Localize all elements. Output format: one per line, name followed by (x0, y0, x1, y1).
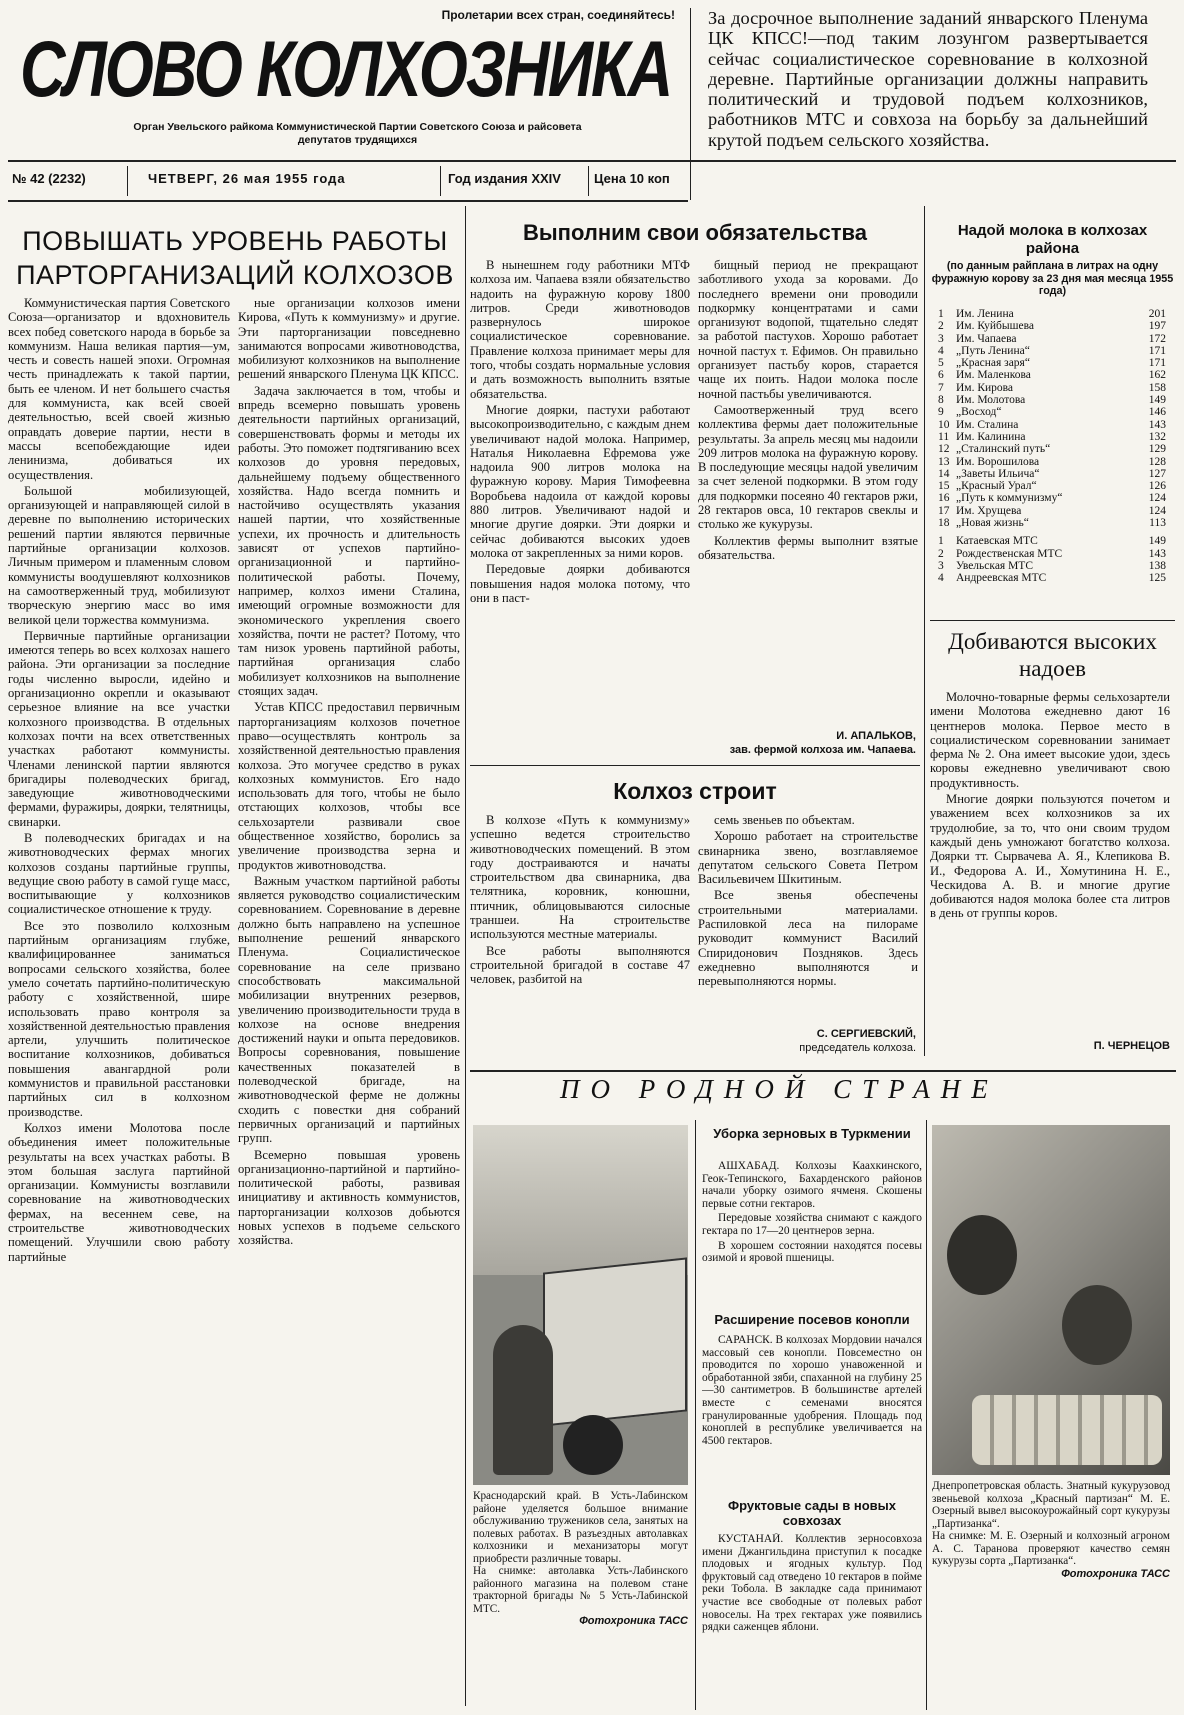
milk-table-row: 4 „Путь Ленина“ 171 (938, 344, 1166, 357)
milk-table-row: 1 Катаевская МТС 149 (938, 535, 1166, 548)
milk-subtitle: (по данным райплана в литрах на одну фуражную корову за 23 дня мая месяца 1955 года) (931, 260, 1174, 297)
builds-author-role: председатель колхоза. (799, 1042, 916, 1054)
editorial-column-2: ные организации колхозов имени Кирова, «Путь к коммунизму» и другие. Эти парторганизации повседневно занимаются вопросами животноводства, мобилизуют колхозников на выполнение решений январского Пленума ЦК КПСС. Задача заключается в том, чтобы и впредь всемерно повышать уровень деятельности партийных организаций, совершенствовать формы и методы их работы. Это поможет подтягиванию всех колхозов до уровня передовых, дальнейшему подъему общественного хозяйства. Надо всегда помнить и настойчиво осуществлять указания нашей партии, что хозяйственные успехи, их прочность и длительность зависят от успехов партийно-организационной и партийно-политической работы. Почему, например, колхоз имени Сталина, имеющий огромные возможности для экономического укрепления своего хозяйства, почти не растет? Потому, что там низок уровень партийной работы, партийная организация слабо мобилизует колхозников на выполнение стоящих задач. Устав КПСС предоставил первичным парторганизациям колхозов почетное право—осуществлять контроль за хозяйственной деятельностью правления колхоза. Это могучее средство в руках колхозных коммунистов. Его надо использовать для того, чтобы не было отстающих колхозов, чтобы все сельхозартели развивали свое общественное хозяйство, боролись за увеличение производства зерна и продуктов животноводства. Важным участком партийной работы является руководство социалистическим соревнованием. Соревнование в деревне должно быть направлено на успешное выполнение решений январского Пленума. Социалистическое соревнование на селе призвано способствовать максимальной мобилизации внутренних резервов, увеличению производительности труда в колхозе на основе внедрения достижений науки и опыта передовиков. Вопросы соревнования, повышение качественных показателей в полеводческой бригаде, на животноводческой ферме не должны сходить с повестки дня собраний первичных организаций и партийных групп. Всемерно повышая уровень организационно-партийной и партийно-политической работы, развивая инициативу и активность коммунистов, парторганизации колхозов добьются новых успехов в подъеме сельского хозяйства. (238, 296, 460, 1248)
obligations-column-1: В нынешнем году работники МТФ колхоза им. Чапаева взяли обязательство надоить на фуражную корову 1800 литров. Среди животноводов развернулось широкое социалистическое соревнование. Правление колхоза принимает меры для того, чтобы создать нормальные условия и дать возможность выполнить взятые обязательства. Многие доярки, пастухи работают высокопроизводительно, с каждым днем увеличивают надой молока. Например, Наталья Николаевна Ефремова уже надоила 900 литров молока на фуражную корову. Мария Тимофеевна Воробьева надоила от каждой коровы 880 литров. Увеличивают надой и многие другие доярки. Эти доярки и сейчас добиваются высоких удоев молока от закрепленных за ними коров. Передовые доярки добиваются повышения надоя молока потому, что они в паст- (470, 258, 690, 605)
milk-table-row: 12 „Сталинский путь“ 129 (938, 443, 1166, 456)
milk-table-row: 17 Им. Хрущева 124 (938, 504, 1166, 517)
news1-text: АШХАБАД. Колхозы Каахкинского, Геок-Тепинского, Бахарденского районов начали уборку озимого ячменя. Скошены первые сотни гектаров. Передовые хозяйства снимают с каждого гектара по 17—20 центнеров зерна. В хорошем состоянии находятся посевы озимой и яровой пшеницы. (702, 1160, 922, 1265)
lead-slogan: За досрочное выполнение заданий январского Пленума ЦК КПСС!—под таким лозунгом развертывается сейчас социалистическое соревнование в колхозной деревне. Партийные организации должны направить политический и трудовой подъем колхозников, работников МТС и совхоза на борьбу за дальнейший крутой подъем сельского хозяйства. (708, 8, 1148, 150)
builds-column-1: В колхозе «Путь к коммунизму» успешно ведется строительство животноводческих помещений. В этом году достраиваются и начаты строительством два свинарника, два телятника, коровник, конюшни, птичник, облицовываются силосные траншеи. На строительстве используются местные материалы. Все работы выполняются строительной бригадой в составе 47 человек, разбитой на (470, 813, 690, 987)
editorial-title: ПОВЫШАТЬ УРОВЕНЬ РАБОТЫ ПАРТОРГАНИЗАЦИЙ КОЛХОЗОВ (16, 226, 454, 290)
news2-title: Расширение посевов конопли (714, 1312, 910, 1327)
slogan: Пролетарии всех стран, соединяйтесь! (441, 8, 675, 22)
builds-title: Колхоз строит (613, 778, 777, 804)
milk-table-row: 11 Им. Калинина 132 (938, 430, 1166, 443)
milk-table-row: 14 „Заветы Ильича“ 127 (938, 467, 1166, 480)
country-banner: ПО РОДНОЙ СТРАНЕ (560, 1074, 999, 1104)
milk-table-row: 8 Им. Молотова 149 (938, 394, 1166, 407)
milk-table-row: 6 Им. Маленкова 162 (938, 369, 1166, 382)
news1-title: Уборка зерновых в Туркмении (713, 1126, 911, 1141)
obligations-author: И. АПАЛЬКОВ, (836, 730, 916, 742)
truck-photo (473, 1125, 688, 1485)
news2-text: САРАНСК. В колхозах Мордовии начался массовый сев конопли. Повсеместно он проводится по хорошо унавоженной и обработанной зяби, спаханной на глубину 25—30 сантиметров. В большинстве артелей вместе с семенами вносятся гранулированные удобрения. Площадь под коноплей в республике увеличивается на 4500 гектаров. (702, 1334, 922, 1447)
high-yields-author: П. ЧЕРНЕЦОВ (1093, 1040, 1170, 1052)
milk-table-row: 7 Им. Кирова 158 (938, 381, 1166, 394)
organ-line: Орган Увельского райкома Коммунистической Партии Советского Союза и райсовета депутатов трудящихся (133, 121, 582, 146)
obligations-column-2: бищный период не прекращают заботливого ухода за коровами. До последнего времени они проводили подкормку концентратами и сами организуют водопой, тщательно следят за работой пастухов. Хорошо работает ночной пастух т. Ефимов. Он правильно организует пастьбу коров, старается чаще их поить. Надои молока после ночной пастьбы увеличиваются. Самоотверженный труд всего коллектива фермы дает положительные результаты. За апрель месяц мы надоили 209 литров молока на фуражную корову. В последующие месяцы надой увеличим за счет зеленой подкормки. В этом году для подкормки посеяно 40 гектаров ржи, 28 гектаров овса, 10 гектаров свеклы и столько же кукурузы. Коллектив фермы выполнит взятые обязательства. (698, 258, 918, 562)
issue-date: ЧЕТВЕРГ, 26 мая 1955 года (148, 171, 346, 186)
news3-text: КУСТАНАЙ. Коллектив зерносовхоза имени Джангильдина приступил к посадке плодовых и ягодных культур. Под фруктовый сад отведено 10 гектаров в пойме реки Тобола. В закладке сада принимают участие все свободные от полевых работ новоселы. На трех гектарах уже появились рядки саженцев яблони. (702, 1533, 922, 1634)
milk-table-row: 4 Андреевская МТС 125 (938, 572, 1166, 585)
milk-table-row: 18 „Новая жизнь“ 113 (938, 517, 1166, 530)
milk-table-row: 10 Им. Сталина 143 (938, 418, 1166, 431)
newspaper-title: СЛОВО КОЛХОЗНИКА (20, 25, 672, 114)
milk-table-row: 9 „Восход“ 146 (938, 406, 1166, 419)
builds-column-2: семь звеньев по объектам. Хорошо работает на строительстве свинарника звено, возглавляемое депутатом сельского Совета Петром Васильевичем Шкитиным. Все звенья обеспечены строительными материалами. Распиловкой леса на пилораме руководит коммунист Василий Спиридонович Поздняков. Здесь ежедневно выполняются и перевыполняются нормы. (698, 813, 918, 989)
milk-table (938, 308, 1166, 585)
milk-table-row: 2 Им. Куйбышева 197 (938, 320, 1166, 333)
milk-table-row: 5 „Красная заря“ 171 (938, 357, 1166, 370)
high-yields-text: Молочно-товарные фермы сельхозартели имени Молотова ежедневно дают 16 центнеров молока. Первое место в социалистическом соревновании занимает ферма № 2. Она имеет высокие удои, здесь коровы ежедневно увеличивают свою продуктивность. Многие доярки пользуются почетом и уважением всех колхозников за их трудолюбие, за то, что они своим трудом каждый день умножают богатство колхоза. Доярки тт. Сырвачева А. Я., Клепикова В. И., Федорова А. И., Хомутинина Н. Е., Ческидова А. В. и многие другие добиваются надоя молока более ста литров в день от группы коров. (930, 690, 1170, 921)
obligations-author-role: зав. фермой колхоза им. Чапаева. (729, 744, 916, 756)
editorial-column-1: Коммунистическая партия Советского Союза—организатор и вдохновитель всех побед советского народа в борьбе за коммунизм. Наша великая партия—ум, честь и совесть нашей эпохи. Огромная честь принадлежать к такой партии, быть ее членом. И нет большего счастья для коммуниста, как всей своей деятельностью, всей своей жизнью оправдать доверие партии, нести в массы всепобеждающие идеи ленинизма, добиваться их осуществления. Большой мобилизующей, организующей и направляющей силой в деревне по выполнению исторических решений партии являются первичные партийные организации колхозов. Личным примером и пламенным словом коммунисты воодушевляют колхозников на самоотверженный труд, мобилизуют творческую энергию масс во имя великой цели торжества коммунизма. Первичные партийные организации имеются теперь во всех колхозах нашего района. Эти организации за последние годы численно выросли, идейно и организационно окрепли и оказывают серьезное влияние на все участки колхозного производства. В отдельных колхозах почти на всех ответственных участках работают коммунисты. Членами ленинской партии являются бригадиры полеводческих бригад, заведующие животноводческими фермами, фуражиры, доярки, телятницы, свинарки. В полеводческих бригадах и на животноводческих фермах многих колхозов созданы партийные группы, ведущие свою работу в самой гуще масс, воспитывающие у колхозников социалистическое отношение к труду. Все это позволило колхозным партийным организациям глубже, квалифицированнее заниматься вопросами сельского хозяйства, более умело сочетать партийно-политическую работу с хозяйственной, шире использовать право контроля за хозяйственной деятельностью правления артели, улучшить политическое воспитание колхозников, добиваться повышения авангардной роли коммунистов и правильной расстановки партийных сил в колхозном производстве. Колхоз имени Молотова после объединения имеет положительные результаты на всех участках работы. В этом большая заслуга партийной организации. Коммунисты возглавили соревнование на животноводческих фермах, на весеннем севе, на строительстве животноводческих помещений. Улучшили свою работу партийные (8, 296, 230, 1264)
milk-table-row: 3 Им. Чапаева 172 (938, 332, 1166, 345)
milk-table-row: 1 Им. Ленина 201 (938, 308, 1166, 320)
milk-table-row: 15 „Красный Урал“ 126 (938, 480, 1166, 493)
milk-table-row: 13 Им. Ворошилова 128 (938, 455, 1166, 468)
news3-title: Фруктовые сады в новых совхозах (728, 1498, 896, 1528)
photo2-caption: Днепропетровская область. Знатный кукурузовод звеньевой колхоза „Красный партизан“ М. Е. Озерный вывел высокоурожайный сорт кукурузы „Партизанка“. На снимке: М. Е. Озерный и колхозный агроном А. С. Таранова проверяют качество семян кукурузы сорта „Партизанка“. Фотохроника ТАСС (932, 1480, 1170, 1580)
milk-table-row: 16 „Путь к коммунизму“ 124 (938, 492, 1166, 505)
photo1-caption: Краснодарский край. В Усть-Лабинском районе уделяется большое внимание обслуживанию тружеников села, занятых на полевых работах. В разъездных автолавках колхозники и механизаторы могут приобрести различные товары. На снимке: автолавка Усть-Лабинского районного магазина на полевом стане тракторной бригады № 5 Усть-Лабинской МТС. Фотохроника ТАСС (473, 1490, 688, 1627)
builds-author: С. СЕРГИЕВСКИЙ, (816, 1028, 916, 1040)
price: Цена 10 коп (594, 171, 670, 186)
obligations-title: Выполним свои обязательства (522, 220, 868, 245)
milk-table-row: 3 Увельская МТС 138 (938, 559, 1166, 572)
corn-photo (932, 1125, 1170, 1475)
milk-table-row: 2 Рождественская МТС 143 (938, 547, 1166, 560)
high-yields-title: Добиваются высоких надоев (948, 629, 1157, 681)
publication-year: Год издания XXIV (448, 171, 561, 186)
issue-number: № 42 (2232) (12, 171, 86, 186)
milk-title: Надой молока в колхозах района (957, 222, 1148, 257)
